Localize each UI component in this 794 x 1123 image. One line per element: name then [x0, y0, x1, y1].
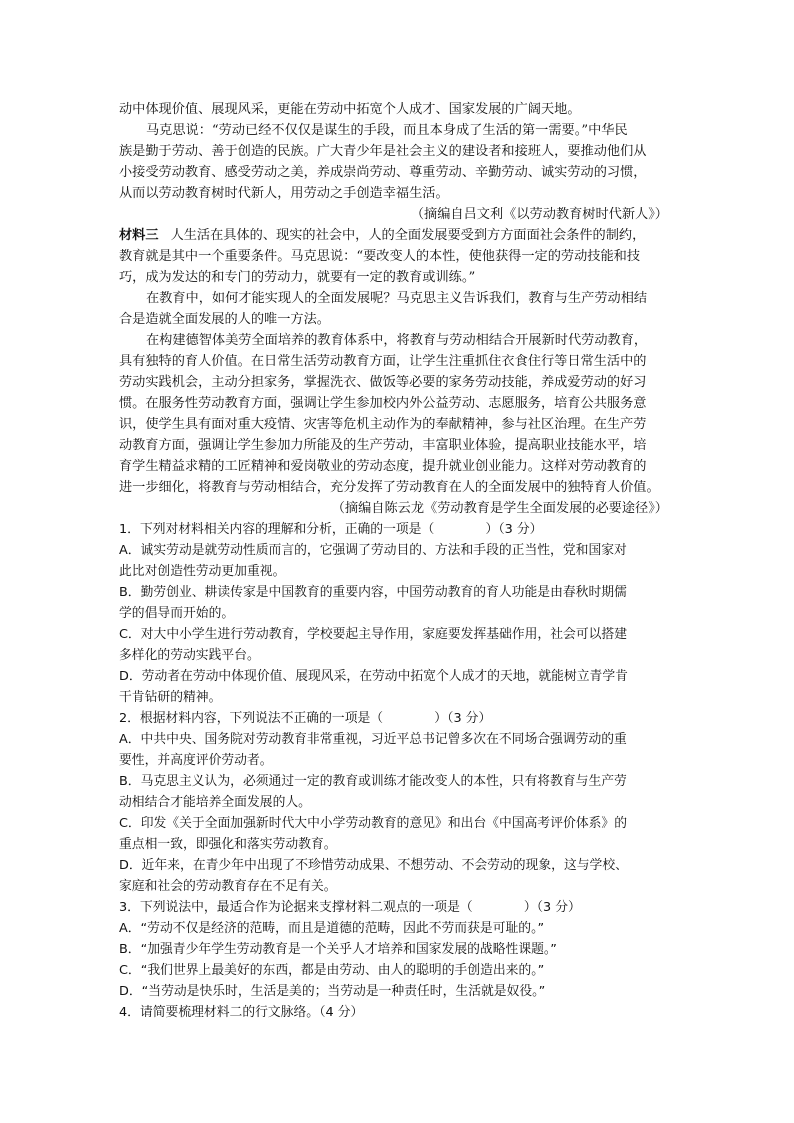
passage-line: 在教育中，如何才能实现人的全面发展呢？马克思主义告诉我们，教育与生产劳动相结: [146, 291, 648, 306]
answer-option: A．中共中央、国务院对劳动教育非常重视，习近平总书记曾多次在不同场合强调劳动的重: [119, 732, 627, 747]
answer-option: 学的倡导而开始的。: [119, 606, 235, 621]
answer-option: B．马克思主义认为，必须通过一定的教育或训练才能改变人的本性，只有将教育与生产劳: [119, 774, 627, 789]
answer-option: 重点相一致，即强化和落实劳动教育。: [119, 837, 337, 852]
answer-option: 要性，并高度评价劳动者。: [119, 753, 273, 768]
answer-option: A．诚实劳动是就劳动性质而言的，它强调了劳动目的、方法和手段的正当性，党和国家对: [119, 543, 627, 558]
answer-option: C．印发《关于全面加强新时代大中小学劳动教育的意见》和出台《中国高考评价体系》的: [119, 816, 628, 831]
answer-option: D．“当劳动是快乐时，生活是美的；当劳动是一种责任时，生活就是奴役。”: [119, 984, 546, 999]
answer-option: D．劳动者在劳动中体现价值、展现风采，在劳动中拓宽个人成才的天地，就能树立青学肯: [119, 669, 628, 684]
passage-line: 动教育方面，强调让学生参加力所能及的生产劳动，丰富职业体验，提高职业技能水平，培: [119, 438, 647, 453]
answer-option: 家庭和社会的劳动教育存在不足有关。: [119, 879, 337, 894]
passage-line: 动中体现价值、展现风采，更能在劳动中拓宽个人成才、国家发展的广阔天地。: [119, 102, 581, 117]
question-stem: 3．下列说法中，最适合作为论据来支撑材料二观点的一项是（ ）（3 分）: [119, 900, 581, 915]
passage-line: 合是造就全面发展的人的唯一方法。: [119, 312, 330, 327]
answer-option: C．“我们世界上最美好的东西，都是由劳动、由人的聪明的手创造出来的。”: [119, 963, 545, 978]
passage-line: 巧，成为发达的和专门的劳动力，就要有一定的教育或训练。”: [119, 270, 476, 285]
answer-option: A．“劳动不仅是经济的范畴，而且是道德的范畴，因此不劳而获是可耻的。”: [119, 921, 545, 936]
source-citation: （摘编自陈云龙《劳动教育是学生全面发展的必要途径》）: [331, 501, 668, 516]
answer-option: B．勤劳创业、耕读传家是中国教育的重要内容，中国劳动教育的育人功能是由春秋时期儒: [119, 585, 627, 600]
passage-line: 惯。在服务性劳动教育方面，强调让学生参加校内外公益劳动、志愿服务，培育公共服务意: [119, 396, 647, 411]
source-citation: （摘编自吕文利《以劳动教育树时代新人》）: [410, 207, 668, 222]
material-label: 材料三: [119, 228, 159, 243]
passage-line: 具有独特的育人价值。在日常生活劳动教育方面，让学生注重抓住衣食住行等日常生活中的: [119, 354, 647, 369]
passage-line: 进一步细化，将教育与劳动相结合，充分发挥了劳动教育在人的全面发展中的独特育人价值。: [119, 480, 660, 495]
answer-option: 多样化的劳动实践平台。: [119, 648, 260, 663]
passage-line: 识，使学生具有面对重大疫情、灾害等危机主动作为的奉献精神，参与社区治理。在生产劳: [119, 417, 647, 432]
material-three-first-line: [119, 226, 689, 247]
answer-option: 干肯钻研的精神。: [119, 690, 222, 705]
passage-line: 人生活在具体的、现实的社会中，人的全面发展要受到方方面面社会条件的制约，: [170, 228, 646, 243]
passage-line: 小接受劳动教育、感受劳动之美，养成崇尚劳动、尊重劳动、辛勤劳动、诚实劳动的习惯，: [119, 165, 647, 180]
question-stem: 4．请简要梳理材料二的行文脉络。（4 分）: [119, 1005, 364, 1020]
answer-option: B．“加强青少年学生劳动教育是一个关乎人才培养和国家发展的战略性课题。”: [119, 942, 557, 957]
passage-line: 育学生精益求精的工匠精神和爱岗敬业的劳动态度，提升就业创业能力。这样对劳动教育的: [119, 459, 647, 474]
passage-line: 劳动实践机会，主动分担家务，掌握洗衣、做饭等必要的家务劳动技能，养成爱劳动的好习: [119, 375, 647, 390]
question-stem: 1．下列对材料相关内容的理解和分析，正确的一项是（ ）（3 分）: [119, 522, 543, 537]
answer-option: C．对大中小学生进行劳动教育，学校要起主导作用，家庭要发挥基础作用，社会可以搭建: [119, 627, 628, 642]
passage-line: 马克思说：“劳动已经不仅仅是谋生的手段，而且本身成了生活的第一需要。”中华民: [146, 123, 628, 138]
passage-line: 教育就是其中一个重要条件。马克思说：“要改变人的本性，使他获得一定的劳动技能和技: [119, 249, 641, 264]
passage-line: 从而以劳动教育树时代新人，用劳动之手创造幸福生活。: [119, 186, 449, 201]
question-stem: 2．根据材料内容，下列说法不正确的一项是（ ）（3 分）: [119, 711, 492, 726]
answer-option: 动相结合才能培养全面发展的人。: [119, 795, 311, 810]
passage-line: 在构建德智体美劳全面培养的教育体系中，将教育与劳动相结合开展新时代劳动教育，: [146, 333, 648, 348]
answer-option: 此比对创造性劳动更加重视。: [119, 564, 286, 579]
answer-option: D．近年来，在青少年中出现了不珍惜劳动成果、不想劳动、不会劳动的现象，这与学校、: [119, 858, 628, 873]
passage-line: 族是勤于劳动、善于创造的民族。广大青少年是社会主义的建设者和接班人，要推动他们从: [119, 144, 647, 159]
